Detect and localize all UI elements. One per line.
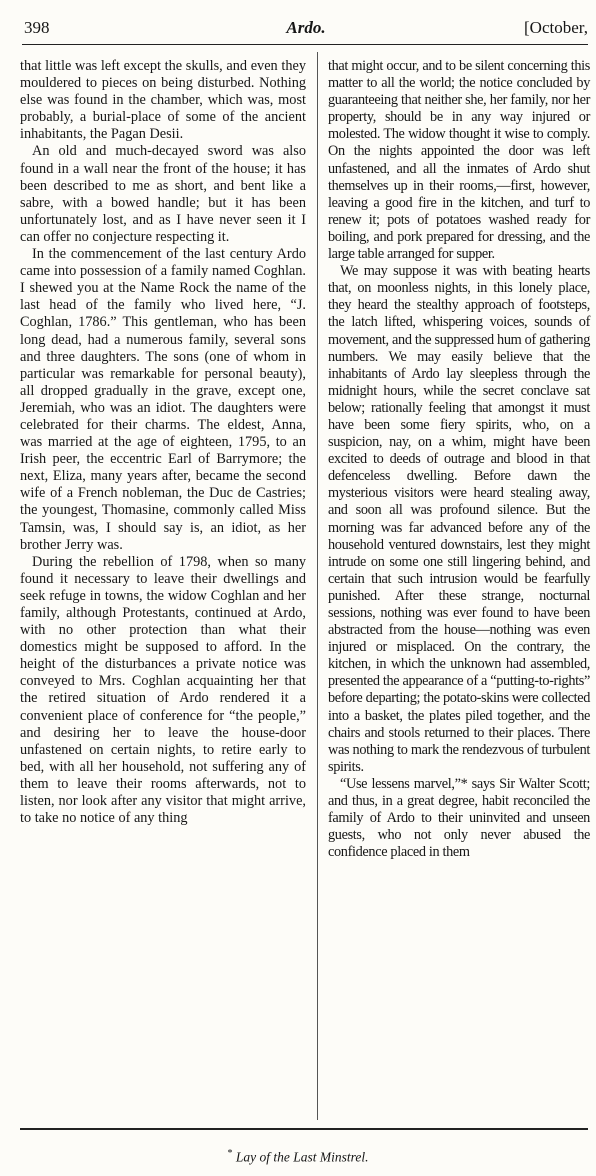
- page-number: 398: [24, 18, 50, 37]
- page-header: [24, 16, 588, 40]
- running-date: [October,: [524, 18, 588, 37]
- column-divider: [317, 52, 318, 1120]
- paragraph: An old and much-decayed sword was also found in a wall near the front of the house; it has been described to me as short, and bent like a sabre, with a bowed handle; but it has been unfortunately lost, and as I have never seen it I can offer no conjecture respecting it.: [20, 143, 306, 245]
- footnote-text: Lay of the Last Minstrel.: [235, 1149, 369, 1165]
- right-column: [328, 58, 590, 861]
- paragraph: “Use lessens marvel,”* says Sir Walter Scott; and thus, in a great degree, habit reconciled the family of Ardo to their uninvited and unseen guests, who not only never abused the confidence placed in them: [328, 775, 590, 861]
- footnote-rule: [20, 1128, 588, 1130]
- left-column: [20, 58, 306, 827]
- header-rule: [22, 44, 588, 45]
- paragraph: We may suppose it was with beating hearts that, on moonless nights, in this lonely place, they heard the stealthy approach of footsteps, the latch lifted, whispering voices, sounds of movement, and the suppressed hum of gathering numbers. We may easily believe that the inhabitants of Ardo lay sleepless through the midnight hours, while the secret conclave sat below; rationally feeling that amongst it must have been some fiery spirits, who, on a suspicion, nay, on a whim, might have been excited to deeds of outrage and blood in that defenceless dwelling. Before dawn the mysterious visitors were heard stealing away, and soon all was profound silence. But the morning was far advanced before any of the household ventured downstairs, lest they might intrude on some one still lingering behind, and certain that such intrusion would be fearfully punished. After these strange, nocturnal sessions, nothing was ever found to have been abstracted from the house—nothing was even injured or misplaced. On the contrary, the kitchen, in which the unknown had assembled, presented the appearance of a “putting-to-rights” before departing; the potato-skins were collected into a basket, the plates piled together, and the chairs and stools returned to their places. There was nothing to mark the rendezvous of turbulent spirits.: [328, 263, 590, 775]
- footnote-mark: *: [227, 1148, 233, 1159]
- paragraph: During the rebellion of 1798, when so many found it necessary to leave their dwellings and seek refuge in towns, the widow Coghlan and her family, although Protestants, continued at Ardo, with no other protection than what their domestics might be supposed to afford. In the height of the disturbances a private notice was conveyed to Mrs. Coghlan acquainting her that the retired situation of Ardo rendered it a convenient place of conference for “the people,” and desiring her to leave the house-door unfastened on certain nights, to retire early to bed, with all her household, not suffering any of them to leave their rooms afterwards, not to listen, nor look after any visitor that might arrive, to take no notice of any thing: [20, 553, 306, 827]
- paragraph: In the commencement of the last century Ardo came into possession of a family named Coghlan. I shewed you at the Name Rock the name of the last head of the family who lived here, “J. Coghlan, 1786.” This gentleman, who has been long dead, had a numerous family, several sons and three daughters. The sons (one of whom in particular was remarkable for personal beauty), all dropped gradually in the grave, except one, Jeremiah, who was an idiot. The daughters were celebrated for their charms. The eldest, Anna, was married at the age of eighteen, 1795, to an Irish peer, the eccentric Earl of Barrymore; the next, Eliza, many years after, became the second wife of a French nobleman, the Duc de Castries; the youngest, Thomasine, commonly called Miss Tamsin, was, I should say is, an idiot, as her brother Jerry was.: [20, 246, 306, 553]
- running-title: Ardo.: [286, 18, 326, 37]
- paragraph: that little was left except the skulls, and even they mouldered to pieces on being disturbed. Nothing else was found in the chamber, which was, most probably, a burial-place of some of the ancient inhabitants, the Pagan Desii.: [20, 58, 306, 143]
- paragraph: that might occur, and to be silent concerning this matter to all the world; the notice concluded by guaranteeing that neither she, her family, nor her property, should be in any way injured or molested. The widow thought it wise to comply. On the nights appointed the door was left unfastened, and all the inmates of Ardo shut themselves up in their rooms,—first, however, leaving a good fire in the kitchen, and turf to renew it; pots of potatoes washed ready for boiling, and pork prepared for dressing, and the large table arranged for supper.: [328, 58, 590, 263]
- footnote: [0, 1148, 596, 1166]
